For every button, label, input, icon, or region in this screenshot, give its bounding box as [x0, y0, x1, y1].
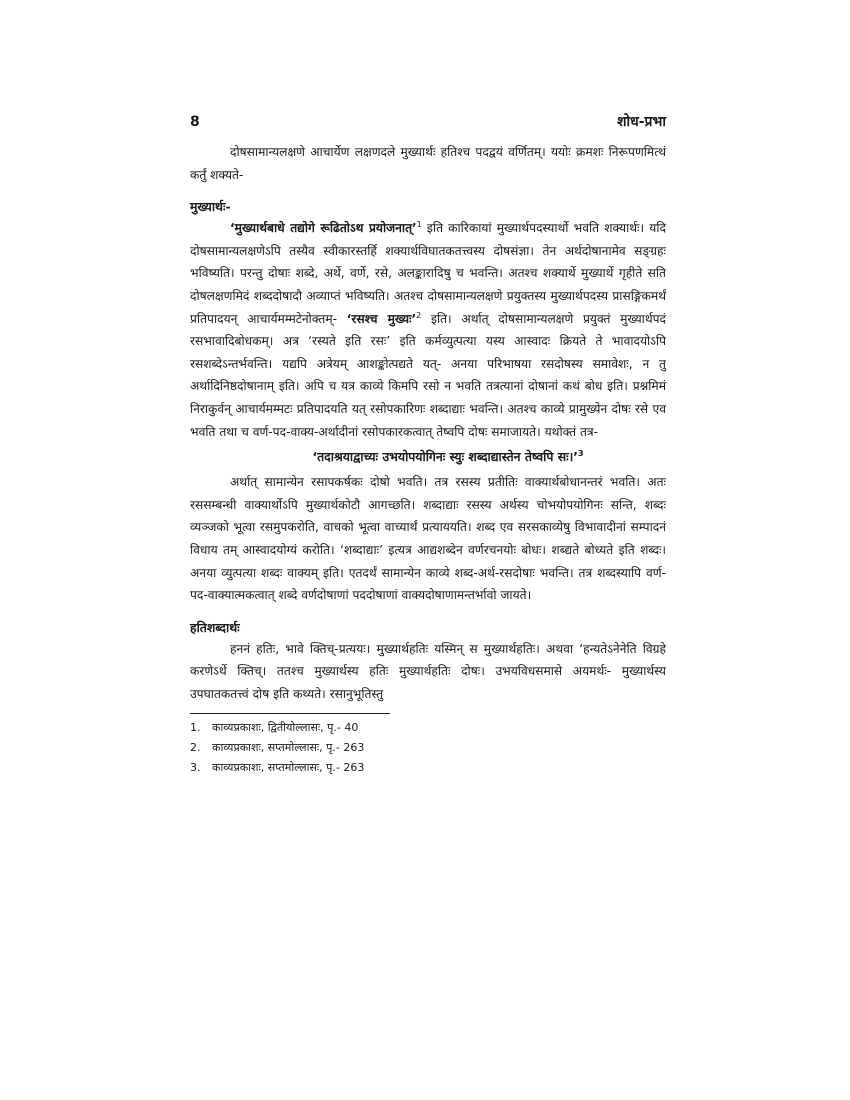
page-header	[190, 112, 666, 131]
footnote-divider	[190, 713, 390, 714]
journal-title: शोध-प्रभा	[616, 114, 666, 130]
section-heading-hati: हतिशब्दार्थः	[190, 619, 240, 635]
footnote-ref[interactable]: 1	[416, 220, 422, 230]
footnote-item	[190, 718, 666, 738]
karika-quote: ‘मुख्यार्थबाधे तद्योगे रूढितोऽथ प्रयोजनात्’	[230, 221, 417, 236]
footnote-number: 1.	[190, 721, 201, 735]
footnote-text: काव्यप्रकाशः, द्वितीयोल्लासः, पृ.- 40	[212, 721, 359, 735]
karika-quote: ‘रसश्च मुख्यः’	[346, 311, 417, 326]
paragraph-text: इति। अर्थात् दोषसामान्यलक्षणे प्रयुक्तं मुख्यार्थपदं रसभावादिबोधकम्। अत्र ‘रस्यते इति रसः’ इति कर्मव्युत्पत्या यस्य आस्वादः क्रियते ते भावादयोऽपि रसशब्देऽन्तर्भवन्ति। यद्यपि अत्रेयम् आशङ्कोत्पद्यते यत्- अनया परिभाषया रसदोषस्य समावेशः, न तु अर्थादिनिष्ठदोषानाम् इति। अपि च यत्र काव्ये किमपि रसो न भवति तत्रत्यानां दोषानां कथं बोध इति। प्रश्नमिमं निराकुर्वन् आचार्यमम्मटः प्रतिपादयति यत् रसोपकारिणः शब्दाद्याः भवन्ति। अतश्च काव्ये प्रामुख्येन दोषः रसे एव भवति तथा च वर्ण-पद-वाक्य-अर्थादीनां रसोपकारकत्वात् तेष्वपि दोषः समाजायते। यथोक्तं तत्र-	[190, 311, 667, 439]
verse-quote	[230, 445, 666, 469]
footnote-text: काव्यप्रकाशः, सप्तमोल्लासः, पृ.- 263	[212, 741, 365, 755]
paragraph-explanation: अर्थात् सामान्येन रसापकर्षकः दोषो भवति। तत्र रसस्य प्रतीतिः वाक्यार्थबोधानन्तरं भवति। अतः रससम्बन्धी वाक्यार्थोऽपि मुख्यार्थकोटौ आगच्छति। शब्दाद्याः रसस्य अर्थस्य चोभयोपयोगिनः सन्ति, शब्दः व्यञ्जको भूत्वा रसमुपकरोति, वाचको भूत्वा वाच्यार्थं प्रत्याययति। शब्द एव सरसकाव्येषु विभावादीनां सम्पादनं विधाय तम् आस्वादयोग्यं करोति। ‘शब्दाद्याः’ इत्यत्र आद्यशब्देन वर्णरचनयोः बोधः। शब्द्यते बोध्यते इति शब्दः। अनया व्युत्पत्या शब्दः वाक्यम् इति। एतदर्थं सामान्येन काव्ये शब्द-अर्थ-रसदोषाः भवन्ति। तत्र शब्दस्यापि वर्ण-पद-वाक्यात्मकत्वात् शब्दे वर्णदोषाणां पददोषाणां वाक्यदोषाणामन्तर्भावो जायते।	[190, 475, 666, 603]
footnotes	[190, 718, 666, 778]
page-content	[190, 112, 666, 778]
footnote-ref[interactable]: 3	[578, 449, 584, 458]
paragraph-mukhyartha	[190, 217, 666, 443]
footnote-number: 3.	[190, 761, 201, 775]
footnote-text: काव्यप्रकाशः, सप्तमोल्लासः, पृ.- 263	[212, 761, 365, 775]
verse-text: ‘तदाश्रयाद्वाच्यः उभयोपयोगिनः स्युः शब्दाद्यास्तेन तेष्वपि सः।’	[312, 449, 578, 465]
page-number: 8	[190, 114, 200, 130]
footnote-item	[190, 738, 666, 758]
section-heading-mukhyartha: मुख्यार्थः-	[190, 199, 231, 215]
intro-paragraph: दोषसामान्यलक्षणे आचार्येण लक्षणदले मुख्यार्थः हतिश्च पदद्वयं वर्णितम्। ययोः क्रमशः निरूपणमित्थं कर्तुं शक्यते-	[190, 145, 666, 182]
footnote-number: 2.	[190, 741, 201, 755]
paragraph-hati: हननं हतिः, भावे क्तिच्-प्रत्ययः। मुख्यार्थहतिः यस्मिन् स मुख्यार्थहतिः। अथवा ‘हन्यतेऽनेनेति विग्रहे करणेऽर्थे क्तिच्। ततश्च मुख्यार्थस्य हतिः मुख्यार्थहतिः दोषः। उभयविधसमासे अयमर्थः- मुख्यार्थस्य उपघातकतत्त्वं दोष इति कथ्यते। रसानुभूतिस्तु	[190, 641, 666, 701]
footnote-ref[interactable]: 2	[416, 310, 422, 320]
paragraph-text: इति कारिकायां मुख्यार्थपदस्यार्थो भवति शक्यार्थः। यदि दोषसामान्यलक्षणेऽपि तस्यैव स्वीकारस्तर्हि शक्यार्थविघातकतत्त्वस्य दोषसंज्ञा। तेन अर्थदोषानामेव सङ्ग्रहः भविष्यति। परन्तु दोषाः शब्दे, अर्थे, वर्णे, रसे, अलङ्कारादिषु च भवन्ति। अतश्च शक्यार्थे मुख्यार्थे गृहीते सति दोषलक्षणमिदं शब्ददोषादौ अव्याप्तं भविष्यति। अतश्च दोषसामान्यलक्षणे प्रयुक्तस्य मुख्यार्थपदस्य प्रासङ्गिकमर्थं प्रतिपादयन् आचार्यमम्मटेनोक्तम्-	[190, 221, 666, 326]
footnote-item	[190, 758, 666, 778]
